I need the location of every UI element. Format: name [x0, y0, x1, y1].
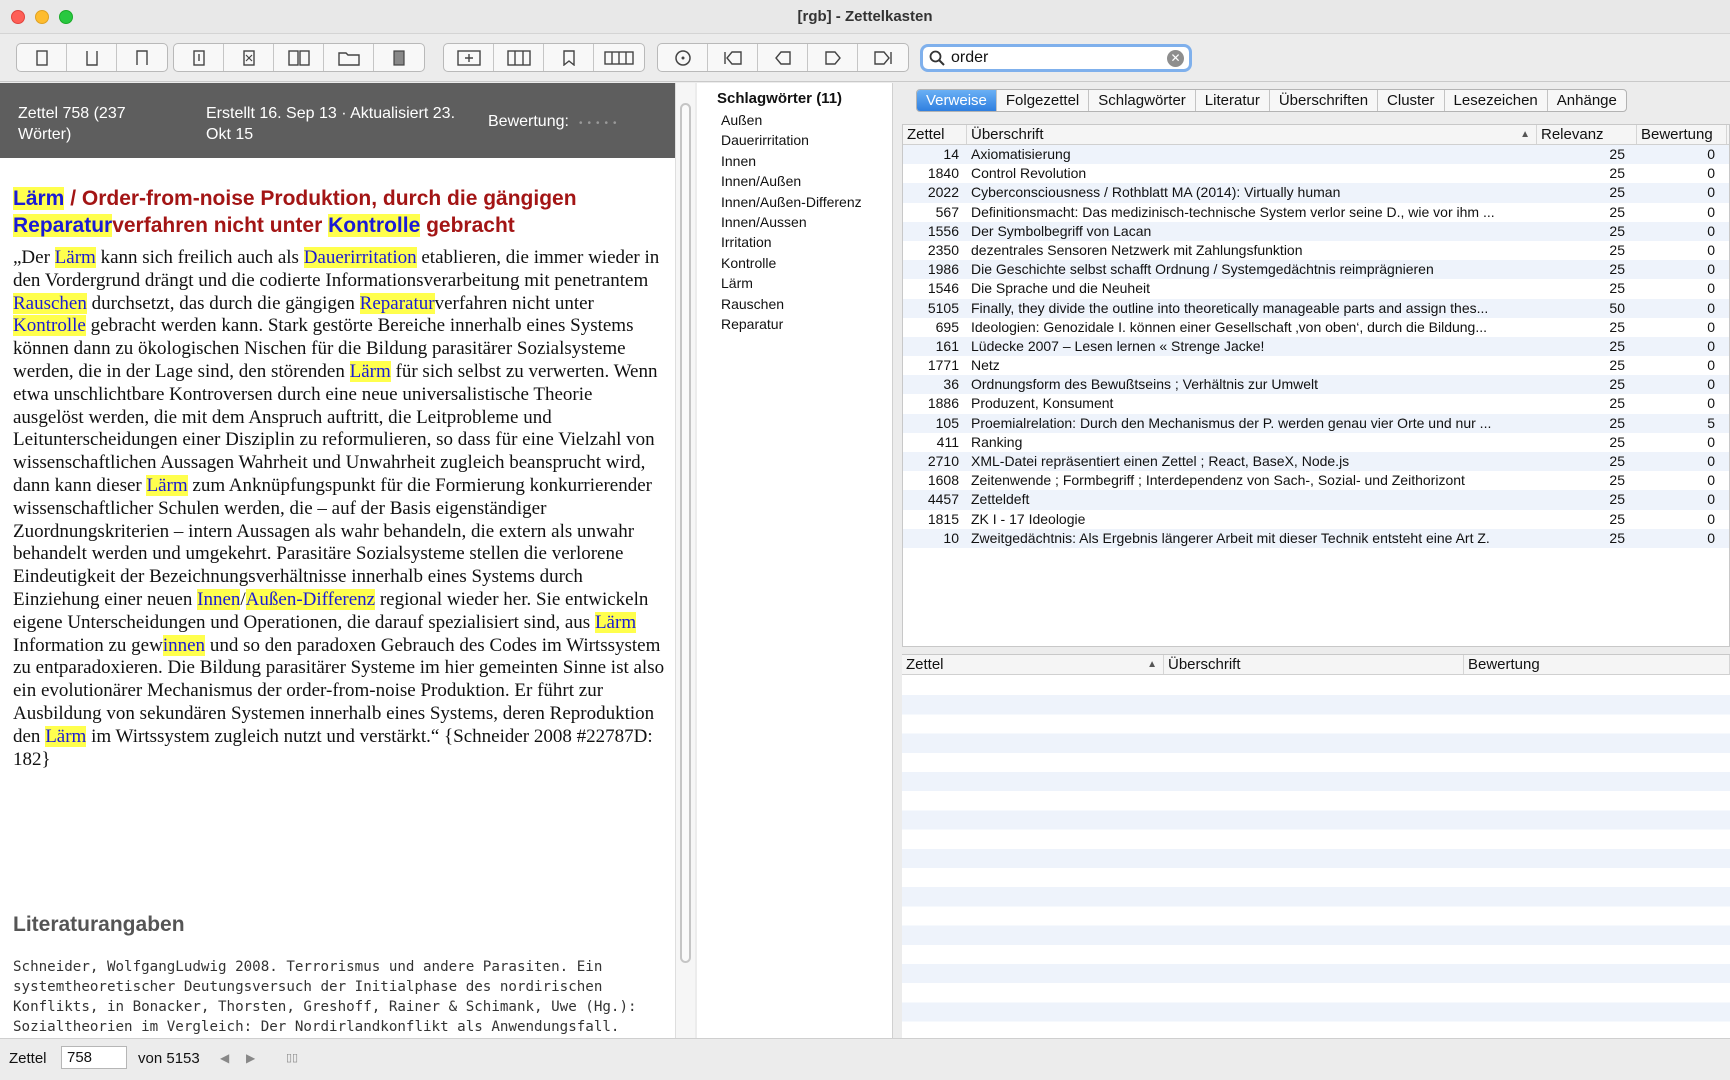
cell-bewertung: 0 [1707, 472, 1715, 489]
last-note-button[interactable] [858, 44, 908, 71]
table-row[interactable] [903, 203, 1729, 222]
title-highlight-laerm[interactable]: Lärm [13, 187, 65, 210]
keyword-highlight[interactable]: Lärm [45, 725, 87, 747]
cell-bewertung: 0 [1707, 241, 1715, 258]
title-text: gebracht [420, 214, 515, 237]
cell-zettel: 10 [943, 529, 959, 546]
cell-zettel: 1886 [927, 395, 959, 412]
body-text: Information zu gew [13, 634, 163, 656]
cell-zettel: 1546 [927, 280, 959, 297]
table-row[interactable] [903, 414, 1729, 433]
title-text: verfahren nicht unter [112, 214, 329, 237]
cell-relevanz: 25 [1609, 453, 1625, 469]
table-row[interactable] [903, 375, 1729, 394]
keyword-item[interactable]: Innen/Außen-Differenz [721, 193, 862, 210]
keyword-item[interactable]: Dauerirritation [721, 132, 809, 149]
edit-page-icon [193, 50, 205, 66]
cell-relevanz: 25 [1609, 510, 1625, 527]
note-dates: Erstellt 16. Sep 13 · Aktualisiert 23. Okt 15 [206, 105, 456, 143]
note-scrollbar[interactable] [675, 83, 695, 1038]
title-bar [0, 0, 1730, 34]
cell-zettel: 1608 [927, 472, 959, 489]
cell-zettel: 1771 [927, 357, 959, 374]
cell-zettel: 4457 [927, 491, 959, 508]
rating [488, 113, 621, 131]
new-note-below-button[interactable] [67, 44, 117, 71]
rating-dots[interactable]: ••••• [578, 118, 622, 129]
table-row[interactable] [903, 145, 1729, 164]
cell-ueberschrift: Cyberconsciousness / Rothblatt MA (2014): Virtually human [971, 184, 1341, 201]
table-row[interactable] [903, 241, 1729, 260]
cell-zettel: 411 [936, 433, 959, 450]
title-highlight-reparatur[interactable]: Reparatur [13, 214, 113, 237]
new-note-button[interactable] [17, 44, 67, 71]
cell-bewertung: 0 [1707, 337, 1715, 354]
table-row[interactable] [903, 356, 1729, 375]
body-text: / [240, 588, 246, 610]
tab-anhaenge[interactable]: Anhänge [1556, 92, 1617, 109]
search-field[interactable] [920, 44, 1192, 72]
cell-zettel: 105 [935, 414, 959, 431]
cell-ueberschrift: dezentrales Sensoren Netzwerk mit Zahlungsfunktion [971, 241, 1303, 258]
column-ueberschrift[interactable] [967, 125, 1537, 144]
two-pages-icon [288, 50, 310, 66]
cell-relevanz: 25 [1609, 184, 1625, 201]
toolbar-group-navigation [657, 43, 909, 72]
table-row[interactable] [903, 490, 1729, 509]
keyword-item[interactable]: Innen/Aussen [721, 213, 807, 230]
column-relevanz[interactable]: Relevanz [1537, 125, 1637, 144]
title-highlight-kontrolle[interactable]: Kontrolle [328, 214, 421, 237]
cell-bewertung: 0 [1707, 491, 1715, 508]
body-text: verfahren nicht unter [434, 292, 594, 314]
table-row[interactable] [903, 471, 1729, 490]
columns-icon [507, 50, 531, 66]
table-row[interactable] [903, 452, 1729, 471]
cell-ueberschrift: Zweitgedächtnis: Als Ergebnis längerer Arbeit mit dieser Technik entsteht eine Art Z. [971, 529, 1490, 546]
cell-relevanz: 25 [1609, 414, 1625, 431]
cell-ueberschrift: Lüdecke 2007 – Lesen lernen « Strenge Jacke! [971, 337, 1265, 354]
cell-ueberschrift: Control Revolution [971, 165, 1087, 182]
tab-verweise[interactable]: Verweise [917, 90, 997, 111]
filled-page-icon [393, 50, 405, 66]
keyword-item[interactable]: Innen/Außen [721, 173, 802, 190]
note-content [13, 185, 665, 771]
cell-bewertung: 5 [1707, 414, 1715, 431]
tab-cluster[interactable]: Cluster [1378, 90, 1445, 111]
note-id-wordcount: Zettel 758 (237 Wörter) [18, 105, 126, 143]
page-icon [36, 50, 48, 66]
secondary-table-body [902, 676, 1730, 1046]
folder-icon [338, 50, 360, 66]
next-arrow-icon[interactable]: ▶ [246, 1051, 256, 1065]
cell-relevanz: 25 [1609, 472, 1625, 489]
cell-zettel: 2022 [927, 184, 959, 201]
cell-relevanz: 25 [1609, 433, 1625, 450]
links-table-header [903, 125, 1729, 145]
keyword-pane [697, 83, 893, 1038]
insert-entry-button[interactable] [444, 44, 494, 71]
keyword-highlight[interactable]: Innen [197, 588, 241, 610]
body-text: zum Anknüpfungspunkt für die Formierung konkurrierender wissenschaftlicher Schulen werden, die – auf der Basis eigenständiger Zuordnungskriterien – intern Aussagen als wahr behandeln, die extern als unwahr behandelt werden und umgekehrt. Parasitäre Sozialsysteme stellen die verlorene Eindeutigkeit der Bezeichnungsverhältnisse innerhalb eines Systems durch Einziehung einer neuen [13, 474, 652, 610]
keyword-highlight[interactable]: Rauschen [13, 292, 87, 314]
cell-ueberschrift: Axiomatisierung [971, 146, 1071, 162]
note-viewer [0, 83, 675, 1038]
cell-relevanz: 25 [1609, 318, 1625, 335]
cell-zettel: 5105 [927, 299, 959, 316]
cell-bewertung: 0 [1707, 395, 1715, 412]
tab-literatur[interactable]: Literatur [1196, 90, 1270, 111]
bookmark-button[interactable] [544, 44, 594, 71]
cell-bewertung: 0 [1707, 376, 1715, 393]
keyword-item[interactable]: Reparatur [721, 315, 784, 332]
toolbar [0, 34, 1730, 82]
secondary-table-header [902, 655, 1730, 675]
tab-lesezeichen[interactable]: Lesezeichen [1445, 90, 1548, 111]
keyword-highlight[interactable]: innen [162, 634, 206, 656]
scrollbar-thumb[interactable] [680, 103, 691, 963]
cell-zettel: 1986 [927, 261, 959, 278]
keyword-item[interactable]: Außen [721, 112, 763, 128]
keyword-highlight[interactable]: Lärm [349, 360, 391, 382]
cell-ueberschrift: Ordnungsform des Bewußtseins ; Verhältnis zur Umwelt [971, 376, 1319, 393]
body-text: gebracht werden kann. Stark gestörte Bereiche innerhalb eines Systems können dann zu ökologischen Nischen für die Bildung parasitärer Sozialsysteme werden, die in der Lage sind, den störenden [13, 315, 634, 382]
cell-ueberschrift: Zeitenwende ; Formbegriff ; Interdependenz von Sach-, Sozial- und Zeithorizont [971, 472, 1465, 489]
sort-ascending-icon: ▲ [1520, 129, 1530, 140]
cell-relevanz: 25 [1609, 222, 1625, 239]
edit-note-button[interactable] [174, 44, 224, 71]
cell-bewertung: 0 [1707, 433, 1715, 450]
cell-relevanz: 25 [1609, 395, 1625, 412]
toolbar-group-view [443, 43, 645, 72]
keyword-highlight[interactable]: Außen-Differenz [245, 588, 376, 610]
keyword-highlight[interactable]: Lärm [594, 611, 637, 633]
cell-relevanz: 25 [1609, 529, 1625, 546]
desktop-small-icon[interactable]: ▯▯ [286, 1052, 299, 1064]
secondary-table [902, 654, 1730, 1044]
table-row[interactable] [903, 529, 1729, 548]
cell-relevanz: 25 [1609, 165, 1625, 182]
cell-bewertung: 0 [1707, 165, 1715, 182]
cell-bewertung: 0 [1707, 299, 1715, 316]
cell-bewertung: 0 [1707, 510, 1715, 527]
cell-ueberschrift: Definitionsmacht: Das medizinisch-technische System verlor seine D., wie vor ihm ... [971, 203, 1495, 220]
last-icon [873, 50, 893, 66]
cell-relevanz: 25 [1609, 376, 1625, 393]
table-row[interactable] [903, 164, 1729, 183]
cell-bewertung: 0 [1707, 146, 1715, 162]
cell-zettel: 695 [935, 318, 959, 335]
column-zettel-label: Zettel [906, 656, 944, 673]
column-zettel[interactable] [902, 655, 1164, 674]
keyword-highlight[interactable]: Kontrolle [13, 315, 86, 337]
keyword-highlight[interactable]: Reparatur [359, 292, 435, 314]
cell-ueberschrift: Produzent, Konsument [971, 395, 1114, 412]
desktop-icon [604, 50, 634, 66]
links-table [902, 124, 1730, 647]
cell-bewertung: 0 [1707, 280, 1715, 297]
keyword-list [721, 110, 862, 334]
cell-relevanz: 25 [1609, 491, 1625, 508]
toolbar-group-edit [173, 43, 425, 72]
insert-icon [457, 50, 481, 66]
delete-page-icon [243, 50, 255, 66]
cell-bewertung: 0 [1707, 222, 1715, 239]
note-count: von 5153 [138, 1050, 200, 1067]
table-row[interactable] [903, 510, 1729, 529]
body-text: regional wieder her. Sie entwickeln eigene Unterscheidungen und Operationen, die darauf spezialisiert sind, aus [13, 588, 649, 633]
keyword-item[interactable]: Rauschen [721, 295, 785, 312]
search-input[interactable]: order [951, 49, 989, 66]
cell-ueberschrift: Zetteldeft [971, 491, 1030, 508]
previous-note-button[interactable] [758, 44, 808, 71]
desktop-button[interactable] [594, 44, 644, 71]
cell-bewertung: 0 [1707, 529, 1715, 546]
body-text: für sich selbst zu verwerten. Wenn etwa unschlichtbare Kontroversen durch eine neue universalistische Theorie ausgelöst werden, die mit dem Anspruch auftritt, die Leitprobleme und Leitunterscheidungen einer Disziplin zu reformulieren, so dass für eine Vielzahl von wissenschaftlichen Aussagen Wahrheit und Unwahrheit zugleich beansprucht wird, dann kann dieser [13, 360, 658, 496]
delete-note-button[interactable] [224, 44, 274, 71]
literature-entry: Schneider, WolfgangLudwig 2008. Terrorismus und andere Parasiten. Ein systemtheoretischer Deutungsversuch der Initialphase des nordirischen Konflikts, in Bonacker, Thorsten, Greshoff, Rainer & Schimank, Uwe (Hg.): Sozialtheorien im Vergleich: Der Nordirlandkonflikt als Anwendungsfall. [13, 959, 637, 1035]
table-row[interactable] [903, 279, 1729, 298]
cell-relevanz: 50 [1609, 299, 1625, 316]
cell-ueberschrift: XML-Datei repräsentiert einen Zettel ; React, BaseX, Node.js [971, 453, 1350, 469]
cell-zettel: 161 [935, 337, 959, 354]
cell-zettel: 2350 [927, 241, 959, 258]
status-bar [0, 1038, 1730, 1080]
cell-ueberschrift: Finally, they divide the outline into theoretically manageable parts and assign thes... [971, 299, 1489, 316]
cell-ueberschrift: Ranking [971, 433, 1023, 450]
cell-ueberschrift: Der Symbolbegriff von Lacan [971, 222, 1152, 239]
cell-ueberschrift: Die Geschichte selbst schafft Ordnung / Systemgedächtnis reimprägnieren [971, 261, 1434, 278]
body-text: und so den paradoxen Gebrauch des Codes im Wirtssystem zu entparadoxieren. Die Bildung parasitärer Systeme im hier gemeinten Sinne ist also ein evolutionärer Mechanismus der order-from-noise Produktion. Er führt zur Ausbildung von sekundären Systemen innerhalb eines Systems, deren Reproduktion den [13, 634, 665, 747]
show-current-button[interactable] [658, 44, 708, 71]
new-note-above-button[interactable] [117, 44, 167, 71]
tab-folgezettel[interactable]: Folgezettel [997, 90, 1089, 111]
cell-zettel: 1840 [927, 165, 959, 182]
rating-label: Bewertung: [488, 113, 569, 130]
cell-bewertung: 0 [1707, 261, 1715, 278]
circle-icon [674, 49, 692, 67]
column-zettel[interactable]: Zettel [903, 125, 967, 144]
previous-arrow-icon[interactable]: ◀ [220, 1051, 230, 1065]
table-row[interactable] [903, 299, 1729, 318]
sort-ascending-icon: ▲ [1147, 659, 1157, 670]
keyword-item[interactable]: Lärm [721, 275, 753, 292]
body-text: durchsetzt, das durch die gängigen [86, 292, 360, 314]
next-icon [824, 50, 842, 66]
body-text: „Der [13, 247, 55, 268]
first-icon [723, 50, 743, 66]
column-title-label: Überschrift [971, 126, 1044, 143]
links-table-body [903, 145, 1729, 548]
tab-bar [916, 89, 1627, 112]
cell-ueberschrift: Die Sprache und die Neuheit [971, 280, 1151, 297]
window-title: [rgb] - Zettelkasten [797, 8, 933, 25]
folder-button[interactable] [324, 44, 374, 71]
toolbar-group-new [16, 43, 168, 72]
previous-icon [774, 50, 792, 66]
cell-relevanz: 25 [1609, 146, 1625, 162]
cell-bewertung: 0 [1707, 453, 1715, 469]
column-bewertung[interactable]: Bewertung [1637, 125, 1727, 144]
clear-search-icon[interactable]: ✕ [1167, 50, 1184, 67]
body-text: etablieren, die immer wieder in den Vordergrund drängt und die codierte Informationsverarbeitung mit penetrantem [13, 247, 660, 291]
cell-relevanz: 25 [1609, 337, 1625, 354]
cell-bewertung: 0 [1707, 318, 1715, 335]
split-divider[interactable] [896, 646, 1730, 654]
cell-zettel: 2710 [927, 453, 959, 469]
table-row[interactable] [903, 183, 1729, 202]
table-row[interactable] [903, 318, 1729, 337]
status-label: Zettel [9, 1050, 47, 1067]
bookmark-icon [562, 50, 576, 66]
tab-schlagwoerter[interactable]: Schlagwörter [1089, 90, 1196, 111]
cell-bewertung: 0 [1707, 203, 1715, 220]
table-row[interactable] [903, 433, 1729, 452]
cell-relevanz: 25 [1609, 280, 1625, 297]
cell-relevanz: 25 [1609, 241, 1625, 258]
note-title [13, 185, 665, 239]
column-ueberschrift[interactable]: Überschrift [1164, 655, 1464, 674]
column-bewertung[interactable]: Bewertung [1464, 655, 1730, 674]
cell-relevanz: 25 [1609, 261, 1625, 278]
keyword-highlight[interactable]: Dauerirritation [303, 247, 417, 268]
tab-ueberschriften[interactable]: Überschriften [1270, 90, 1378, 111]
keyword-highlight[interactable]: Lärm [146, 474, 188, 496]
search-icon [929, 50, 945, 66]
body-text: im Wirtssystem zugleich nutzt und verstärkt.“ {Schneider 2008 #22787D: 182} [13, 725, 653, 770]
cell-ueberschrift: Ideologien: Genozidale I. können einer Gesellschaft ‚von oben‘, durch die Bildung... [971, 318, 1488, 335]
page-top-icon [136, 50, 148, 66]
cell-bewertung: 0 [1707, 184, 1715, 201]
literature-heading: Literaturangaben [13, 913, 185, 936]
table-row[interactable] [903, 260, 1729, 279]
columns-button[interactable] [494, 44, 544, 71]
cell-relevanz: 25 [1609, 357, 1625, 374]
split-view-button[interactable] [274, 44, 324, 71]
cell-zettel: 1556 [927, 222, 959, 239]
keyword-item[interactable]: Innen [721, 152, 757, 169]
title-text: / Order-from-noise Produktion, durch die gängigen [64, 187, 577, 210]
note-body [13, 247, 665, 771]
cell-ueberschrift: ZK I - 17 Ideologie [971, 510, 1086, 527]
note-number-input[interactable]: 758 [61, 1046, 127, 1069]
cell-ueberschrift: Proemialrelation: Durch den Mechanismus der P. werden genau vier Orte und nur ... [971, 414, 1492, 431]
next-note-button[interactable] [808, 44, 858, 71]
body-text: kann sich freilich auch als [95, 247, 304, 268]
cell-zettel: 1815 [927, 510, 959, 527]
keyword-highlight[interactable]: Lärm [54, 247, 96, 268]
cell-bewertung: 0 [1707, 357, 1715, 374]
tab-pane [896, 83, 1730, 1038]
table-row[interactable] [903, 337, 1729, 356]
cell-zettel: 36 [943, 376, 959, 393]
cell-relevanz: 25 [1609, 203, 1625, 220]
keyword-heading: Schlagwörter (11) [717, 90, 843, 107]
cell-zettel: 14 [943, 146, 959, 162]
keyword-item[interactable]: Kontrolle [721, 254, 777, 271]
keyword-item[interactable]: Irritation [721, 234, 772, 251]
table-row[interactable] [903, 394, 1729, 413]
first-note-button[interactable] [708, 44, 758, 71]
page-bottom-icon [86, 50, 98, 66]
note-header [0, 83, 675, 158]
cell-zettel: 567 [935, 203, 959, 220]
table-row[interactable] [903, 222, 1729, 241]
note-panel-button[interactable] [374, 44, 424, 71]
cell-ueberschrift: Netz [971, 357, 1000, 374]
